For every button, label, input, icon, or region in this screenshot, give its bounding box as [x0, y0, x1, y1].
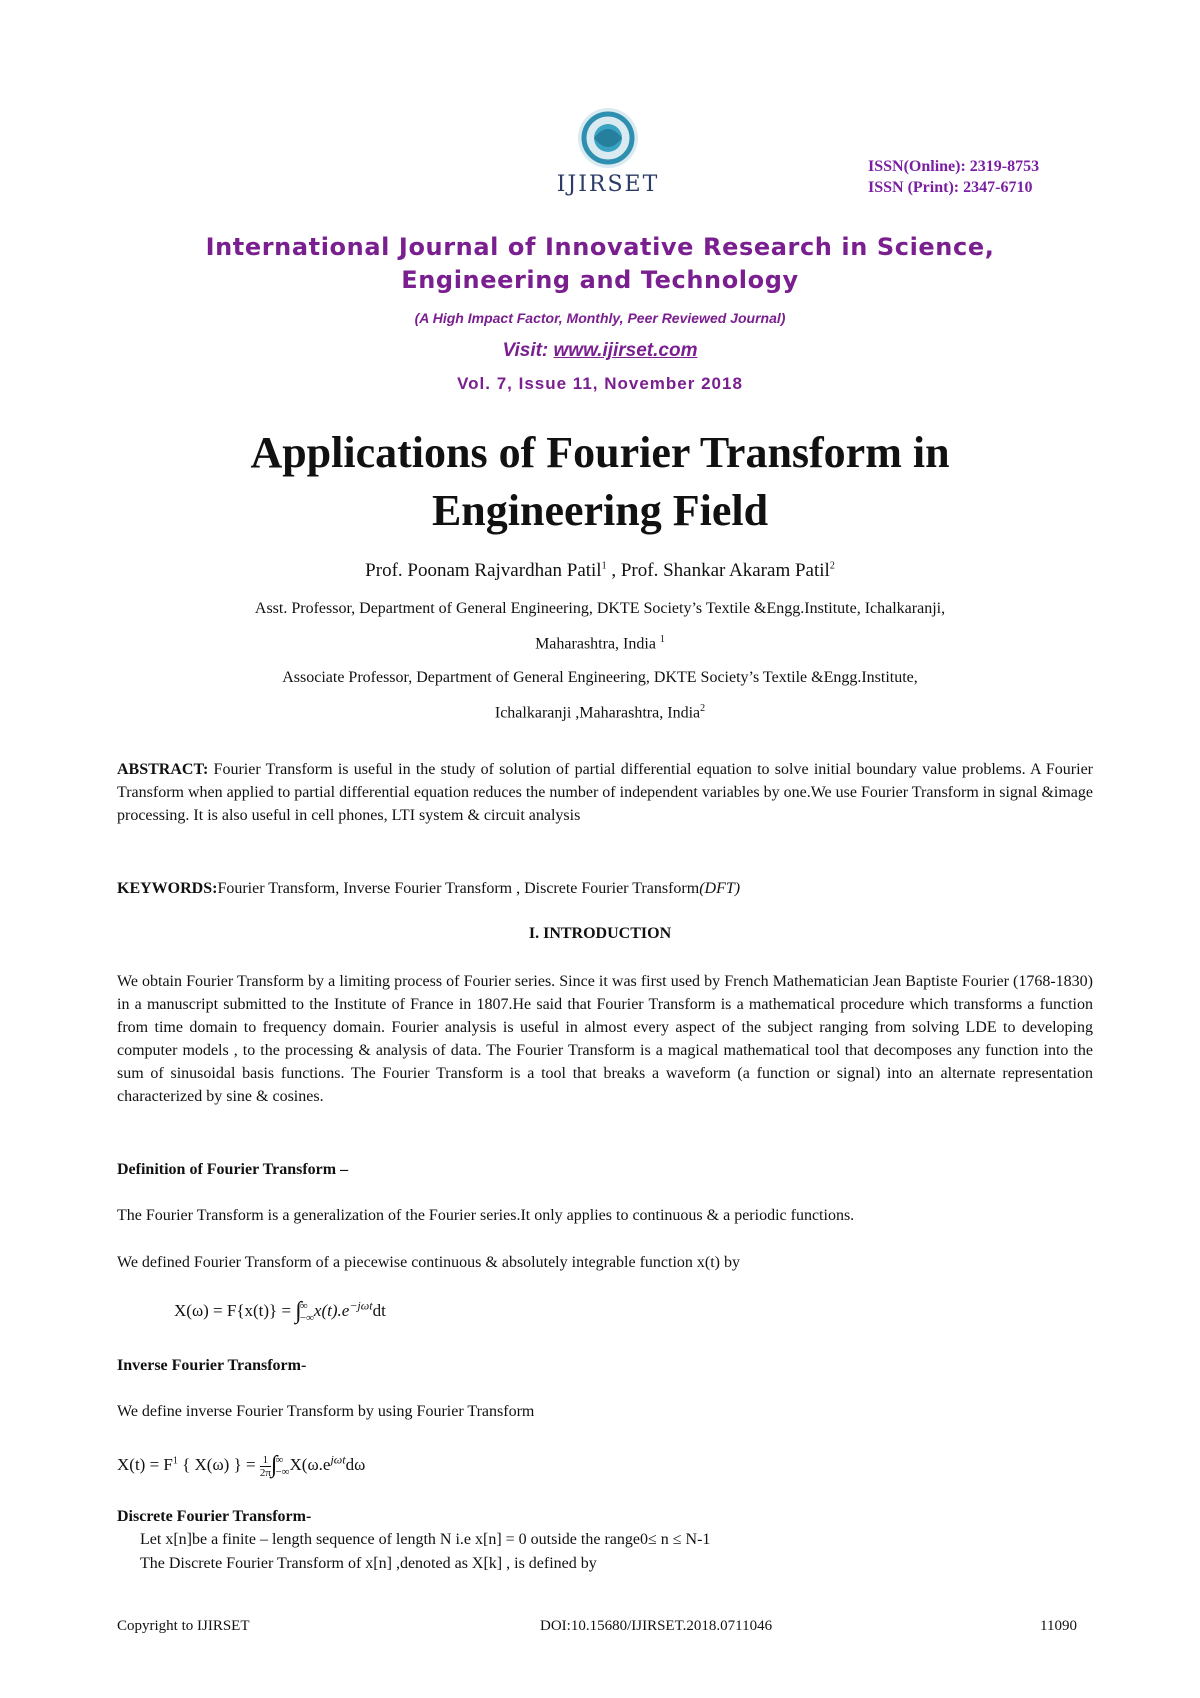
author1-sup: 1: [601, 560, 607, 572]
affiliation1-line2: [100, 634, 1100, 653]
eq2-sup: 1: [172, 1455, 178, 1467]
visit-label: Visit:: [502, 340, 554, 361]
title-line2: Engineering Field: [431, 486, 769, 535]
eq1-upper: ∞: [299, 1300, 308, 1313]
visit-line: [60, 340, 1140, 362]
title-line1: Applications of Fourier Transform in: [250, 428, 950, 477]
author1: Prof. Poonam Rajvardhan Patil: [365, 560, 602, 581]
journal-tagline: (A High Impact Factor, Monthly, Peer Reviewed Journal): [414, 310, 786, 326]
abstract: [117, 758, 1093, 827]
paper-title: [60, 424, 1140, 540]
affiliation2-line1: Associate Professor, Department of General Engineering, DKTE Society’s Textile &Engg.Institute,: [282, 669, 918, 686]
eq2-exponent: jωt: [330, 1452, 346, 1467]
dft-line1: Let x[n]be a finite – length sequence of length N i.e x[n] = 0 outside the range0≤ n ≤ N-1: [140, 1531, 711, 1548]
journal-website-link[interactable]: www.ijirset.com: [553, 340, 698, 361]
eq2-frac-den: 2π: [259, 1466, 271, 1479]
inverse-heading: Inverse Fourier Transform-: [117, 1357, 307, 1374]
affil1-sup: 1: [659, 634, 665, 645]
affiliation2-line2: [100, 703, 1100, 722]
author-separator: ,: [606, 560, 621, 581]
eq2-frac-num: 1: [260, 1454, 271, 1467]
issn-online: ISSN(Online): 2319-8753: [868, 158, 1040, 175]
affiliation1-line1: Asst. Professor, Department of General Engineering, DKTE Society’s Textile &Engg.Institute, Ichalkaranji,: [254, 600, 946, 617]
definition-text1: The Fourier Transform is a generalization of the Fourier series.It only applies to continuous & a periodic functions.: [117, 1207, 855, 1224]
author2: Prof. Shankar Akaram Patil: [620, 560, 830, 581]
journal-name-line2: Engineering and Technology: [401, 266, 799, 294]
eq1-dt: dt: [372, 1301, 386, 1320]
volume-issue: Vol. 7, Issue 11, November 2018: [457, 374, 743, 393]
dft-heading: Discrete Fourier Transform-: [117, 1508, 312, 1525]
footer-page-number: 11090: [1040, 1618, 1077, 1634]
eq1-left: X(ω) = F{x(t)} =: [174, 1301, 296, 1320]
definition-text2: We defined Fourier Transform of a piecewise continuous & absolutely integrable function x(t) by: [117, 1254, 741, 1271]
eq2-upper: ∞: [275, 1454, 284, 1467]
affil1-text: Maharashtra, India: [535, 635, 656, 653]
eq1-lower: −∞: [299, 1312, 314, 1325]
introduction-text: We obtain Fourier Transform by a limiting process of Fourier series. Since it was first used by French Mathematician Jean Baptiste Fourier (1768-1830) in a manuscript submitted to the Institute of France in 1807.He said that Fourier Transform is a mathematical procedure which transforms a function from time domain to frequency domain. Fourier analysis is useful in almost every aspect of the subject ranging from solving LDE to developing computer models , to the processing & analysis of data. The Fourier Transform is a magical mathematical tool that decomposes any function into the sum of sinusoidal basis functions. The Fourier Transform is a tool that breaks a waveform (a function or signal) into an alternate representation characterized by sine & cosines.: [117, 973, 1093, 1105]
keywords-text: Fourier Transform, Inverse Fourier Transform , Discrete Fourier Transform: [217, 880, 700, 897]
eq2-left: X(t) = F: [117, 1455, 173, 1474]
eq2-mid: { X(ω) } =: [177, 1455, 260, 1474]
issn-print: ISSN (Print): 2347-6710: [868, 179, 1033, 196]
dft-line2: The Discrete Fourier Transform of x[n] ,denoted as X[k] , is defined by: [140, 1555, 597, 1572]
definition-heading: Definition of Fourier Transform –: [117, 1161, 349, 1178]
eq2-lower: −∞: [275, 1466, 290, 1479]
authors: [100, 560, 1100, 582]
footer-doi: DOI:10.15680/IJIRSET.2018.0711046: [540, 1618, 773, 1634]
eq1-exponent: −jωt: [349, 1298, 373, 1313]
eq2-dw: dω: [345, 1455, 366, 1474]
logo-text: IJIRSET: [556, 172, 660, 197]
eq1-integrand: x(t).e: [313, 1301, 350, 1320]
journal-name-line1: International Journal of Innovative Research in Science,: [205, 233, 995, 261]
keywords: [117, 877, 1093, 900]
abstract-label: ABSTRACT:: [117, 761, 209, 778]
equation-inverse-transform: $X(t) = F^1$ { X(ω) } = $\frac{1}{2\pi}$ ∫ ∞ −∞ $X(\omega.e^{j\omega t}d\omega$: [117, 1452, 366, 1479]
abstract-text: Fourier Transform is useful in the study of solution of partial differential equation to solve initial boundary value problems. A Fourier Transform when applied to partial differential equation reduces the number of independent variables by one.We use Fourier Transform in signal &image processing. It is also useful in cell phones, LTI system & circuit analysis: [117, 761, 1093, 824]
affil2-text: Ichalkaranji ,Maharashtra, India: [494, 704, 701, 722]
eq2-integrand: X(ω.e: [289, 1455, 331, 1474]
keywords-italic: (DFT): [699, 880, 741, 897]
inverse-text: We define inverse Fourier Transform by using Fourier Transform: [117, 1403, 535, 1420]
section-heading-introduction: I. INTRODUCTION: [528, 925, 672, 942]
keywords-label: KEYWORDS:: [117, 880, 218, 897]
equation-fourier-transform: X(ω) = F{x(t)} = ∫ ∞ −∞ $x(t).e^{-j\omega t}dt$: [174, 1298, 386, 1325]
footer-copyright: Copyright to IJIRSET: [117, 1618, 250, 1634]
author2-sup: 2: [829, 560, 835, 572]
affil2-sup: 2: [700, 703, 706, 714]
